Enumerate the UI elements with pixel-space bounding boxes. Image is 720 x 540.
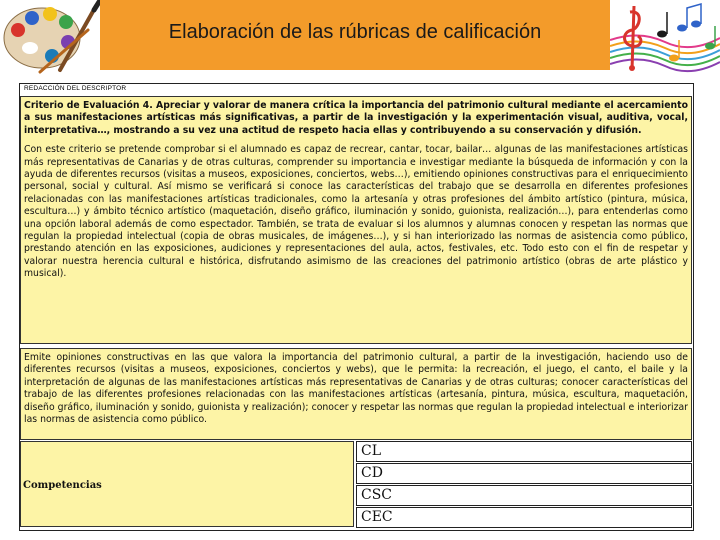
code-row [356,441,692,462]
section-label: REDACCIÓN DEL DESCRIPTOR [24,85,127,92]
criterio-body: Con este criterio se pretende comprobar si el alumnado es capaz de recrear, cantar, tocar, bailar… algunas de las manifestaciones artísticas más representativas de Canarias y de otras culturas, comprender su importancia e investigar mediante la búsqueda de información y con la ayuda de diferentes recursos (visitas a museos, exposiciones, conciertos, webs…), emitiendo opiniones constructivas para el enriquecimiento personal, social y cultural. Así mismo se verificará si conoce las características del trabajo que se desarrolla en diferentes profesiones relacionadas con las manifestaciones artísticas tradicionales, como la artesanía y otras profesiones del ámbito artístico (pintura, música, escultura…) y ámbito técnico artístico (maquetación, diseño gráfico, iluminación y sonido, guionista, realización…), para entenderlas como una opción laboral además de como espectador. También, se trata de evaluar si los alumnos y alumnas conocen y respetan las normas que regulan la propiedad intelectual (copia de obras musicales, de imágenes…), y si han interiorizado las normas de asistencia como público, prestando atención en las exposiciones, audiciones y representaciones del aula, actos, festivales, etc. Todo esto con el fin de respetar y valorar nuestra herencia cultural e histórica, disfrutando asimismo de las creaciones del patrimonio artístico (obras de arte plástico y musical). [24,144,688,280]
competencias-label: Competencias [23,480,102,491]
competencias-codes [356,441,692,528]
header [0,0,720,76]
page-title: Elaboración de las rúbricas de calificación [168,21,542,43]
code-cl: CL [361,443,382,459]
code-csc: CSC [361,487,393,503]
code-row [356,463,692,484]
music-notes-icon [610,0,720,76]
code-row [356,485,692,506]
competencias-box [20,441,354,527]
code-cd: CD [361,465,383,481]
title-banner [100,0,610,70]
descriptor-text: Emite opiniones constructivas en las que valora la importancia del patrimonio cultural, a partir de la investigación, haciendo uso de diferentes recursos (visitas a museos, exposiciones, conciertos y webs), que le permita: la recreación, el juego, el canto, el baile y la interpretación de algunas de las manifestaciones artísticas más representativas de Canarias y de otras culturas; conocer características del trabajo de las diferentes profesiones relacionadas con las manifestaciones artísticas (artesanía, pintura, música, escultura, maquetación, diseño gráfico, iluminación y sonido, guionista y realización); conocer y respetar las normas que regulan la propiedad intelectual e interiorizar las normas de asistencia como público. [24,352,688,426]
code-cec: CEC [361,509,393,525]
criterio-box [20,96,692,344]
descriptor-box [20,348,692,440]
paint-palette-icon [0,0,100,76]
code-row [356,507,692,528]
criterio-title: Criterio de Evaluación 4. Apreciar y valorar de manera crítica la importancia del patrimonio cultural mediante el acercamiento a sus manifestaciones artísticas más significativas, a partir de la investigación y la experimentación visual, auditiva, vocal, interpretativa…, mostrando a su vez una actitud de respeto hacia ellas y contribuyendo a su conservación y difusión. [24,100,688,136]
